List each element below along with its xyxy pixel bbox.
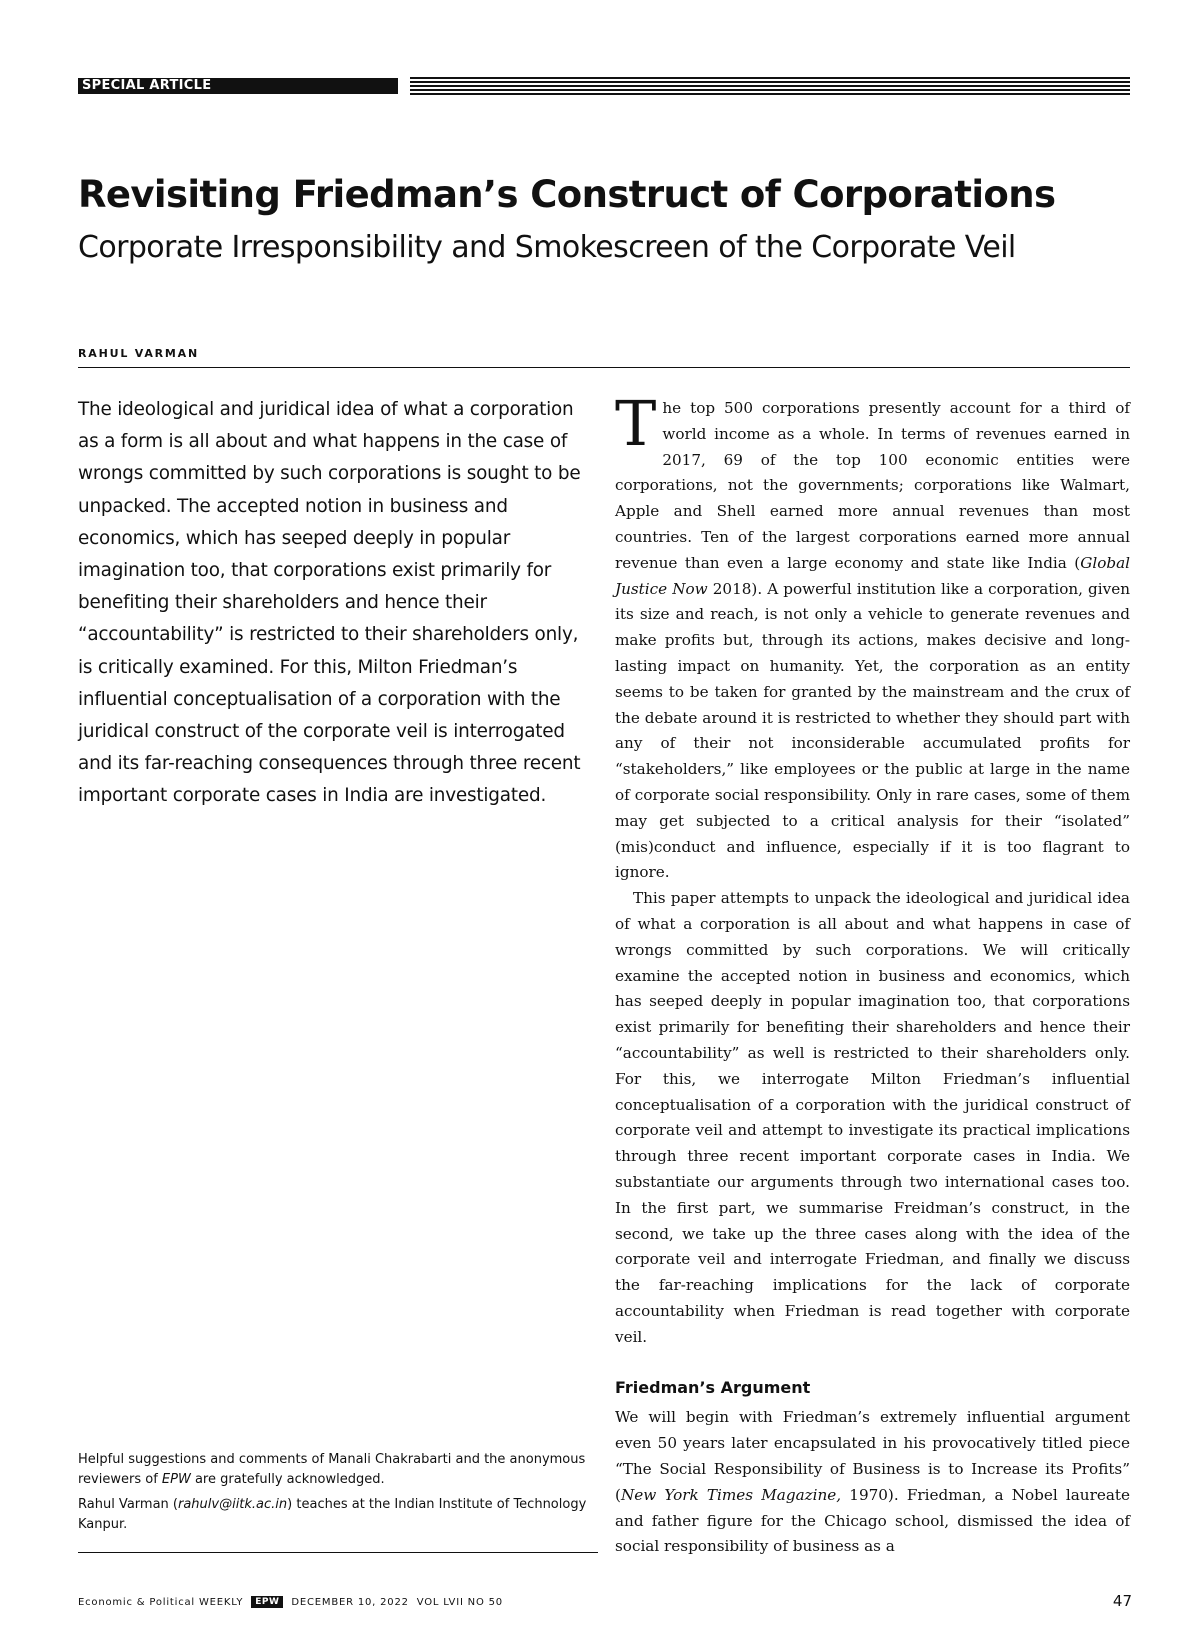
drop-cap: T bbox=[615, 387, 657, 460]
section-label: SPECIAL ARTICLE bbox=[78, 78, 398, 94]
epw-logo: EPW bbox=[251, 1596, 283, 1608]
bio-text-b: ) teaches at the Indian Institute of Technology Kanpur. bbox=[78, 1497, 587, 1532]
footnotes bbox=[78, 1450, 598, 1540]
footer-date: DECEMBER 10, 2022 bbox=[291, 1596, 409, 1608]
ack-text-b: are gratefully acknowledged. bbox=[190, 1472, 385, 1487]
author-divider bbox=[78, 367, 1130, 368]
citation-nyt-magazine: New York Times Magazine, bbox=[620, 1485, 842, 1504]
bio-text-a: Rahul Varman ( bbox=[78, 1497, 178, 1512]
body-paragraph-1-text-b: 2018). A powerful institution like a corporation, given its size and reach, is not only a vehicle to generate revenues and make profits but, through its actions, makes decisive and long-lasting impact on humanity. Yet, the corporation as an entity seems to be taken for granted by the mainstream and the crux of the debate around it is restricted to whether they should part with any of their not inconsiderable accumulated profits for “stakeholders,” like employees or the public at large in the name of corporate social responsibility. Only in rare cases, some of them may get subjected to a critical analysis for their “isolated” (mis)conduct and influence, especially if it is too flagrant to ignore. bbox=[615, 579, 1130, 882]
article-title: Revisiting Friedman’s Construct of Corporations bbox=[78, 173, 1056, 216]
author-name: RAHUL VARMAN bbox=[78, 347, 199, 360]
body-paragraph-2: This paper attempts to unpack the ideological and juridical idea of what a corporation is all about and what happens in case of wrongs committed by such corporations. We will critically examine the accepted notion in business and economics, which has seeped deeply in popular imagination too, that corporations exist primarily for benefiting their shareholders and hence their “accountability” as well is restricted to their shareholders only. For this, we interrogate Milton Friedman’s influential conceptualisation of a corporation with the juridical construct of corporate veil and attempt to investigate its practical implications through three recent important corporate cases in India. We substantiate our arguments through two international cases too. In the first part, we summarise Freidman’s construct, in the second, we take up the three cases along with the idea of the corporate veil and interrogate Friedman, and finally we discuss the far-reaching implications for the lack of corporate accountability when Friedman is read together with corporate veil. bbox=[615, 889, 1130, 1346]
abstract: The ideological and juridical idea of what a corporation as a form is all about and what happens in the case of wrongs committed by such corporations is sought to be unpacked. The accepted notion in business and economics, which has seeped deeply in popular imagination too, that corporations exist primarily for benefiting their shareholders and hence their “accountability” is restricted to their shareholders only, is critically examined. For this, Milton Friedman’s influential conceptualisation of a corporation with the juridical construct of the corporate veil is interrogated and its far-reaching consequences through three recent important corporate cases in India are investigated. bbox=[78, 399, 581, 807]
body-column bbox=[615, 387, 1130, 1560]
ack-journal: EPW bbox=[161, 1472, 191, 1487]
body-paragraph-1 bbox=[615, 387, 1130, 886]
citation-global-justice-now: Global Justice Now bbox=[615, 553, 1130, 598]
body-paragraph-3-text-b: 1970). Friedman, a Nobel laureate and father figure for the Chicago school, dismissed the idea of social responsibility of business as a bbox=[615, 1485, 1130, 1556]
author-email: rahulv@iitk.ac.in bbox=[177, 1497, 288, 1512]
article-subtitle: Corporate Irresponsibility and Smokescreen of the Corporate Veil bbox=[78, 230, 1016, 265]
footnote-divider bbox=[78, 1552, 598, 1553]
footer-volume: VOL LVII NO 50 bbox=[416, 1596, 503, 1608]
page-footer bbox=[78, 1596, 503, 1608]
header-rule-lines bbox=[410, 77, 1130, 95]
section-heading: Friedman’s Argument bbox=[615, 1378, 811, 1398]
body-paragraph-1-text-a: he top 500 corporations presently account for a third of world income as a whole. In terms of revenues earned in 2017, 69 of the top 100 economic entities were corporations, not the governments; corporations like Walmart, Apple and Shell earned more annual revenues than most countries. Ten of the largest corporations earned more annual revenue than even a large economy and state like India ( bbox=[615, 399, 1130, 572]
acknowledgement-note bbox=[78, 1450, 598, 1490]
footer-journal-name: Economic & Political WEEKLY bbox=[78, 1596, 244, 1608]
page-number: 47 bbox=[1112, 1592, 1132, 1610]
author-bio-note bbox=[78, 1495, 598, 1535]
ack-text-a: Helpful suggestions and comments of Manali Chakrabarti and the anonymous reviewers of bbox=[78, 1452, 586, 1487]
body-paragraph-3-text-a: We will begin with Friedman’s extremely influential argument even 50 years later encapsulated in his provocatively titled piece “The Social Responsibility of Business is to Increase its Profits” ( bbox=[615, 1408, 1130, 1504]
body-paragraph-3 bbox=[615, 1405, 1130, 1560]
